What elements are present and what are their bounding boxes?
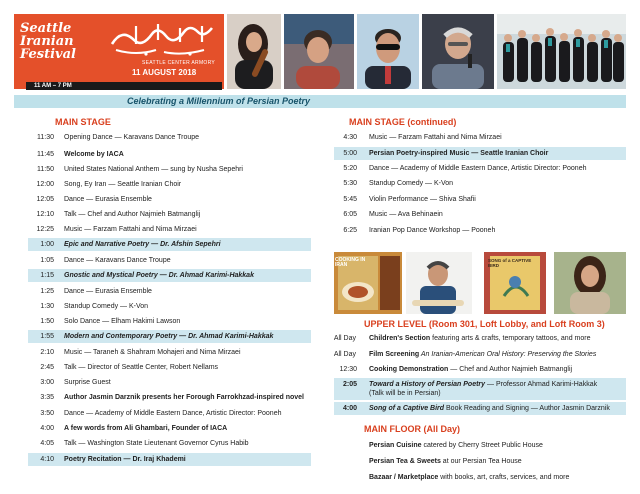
schedule-row: 2:10 Music — Taraneh & Shahram Mohajeri and Nima Mirzaei bbox=[40, 349, 241, 356]
schedule-row: 12:25 Music — Farzam Fattahi and Nima Mirzaei bbox=[36, 226, 197, 233]
schedule-row: 4:30 Music — Farzam Fattahi and Nima Mirzaei bbox=[343, 134, 502, 141]
schedule-row: 5:45 Violin Performance — Shiva Shafii bbox=[343, 196, 476, 203]
schedule-row: 12:30 Cooking Demonstration — Chef and Author Najmieh Batmanglij bbox=[339, 366, 573, 373]
chef-photo bbox=[406, 252, 472, 314]
festival-header bbox=[14, 14, 626, 89]
schedule-row-highlight: 1:00 Epic and Narrative Poetry — Dr. Afshin Sepehri bbox=[28, 238, 311, 251]
schedule-row: 12:05 Dance — Eurasia Ensemble bbox=[36, 196, 152, 203]
schedule-row-highlight: 4:00 Song of a Captive Bird Book Reading and Signing — Author Jasmin Darznik bbox=[334, 402, 626, 415]
schedule-row: 5:20 Dance — Academy of Middle Eastern Dance, Artistic Director: Pooneh bbox=[343, 165, 587, 172]
speaker-photo-professor bbox=[422, 14, 494, 89]
festival-date: 11 AUGUST 2018 bbox=[132, 68, 197, 77]
schedule-row: 1:50 Solo Dance — Elham Hakimi Lawson bbox=[40, 318, 181, 325]
schedule-row: All Day Film Screening An Iranian-American Oral History: Preserving the Stories bbox=[333, 351, 597, 358]
schedule-row: 1:05 Dance — Karavans Dance Troupe bbox=[40, 257, 171, 264]
tagline-banner bbox=[14, 95, 626, 108]
schedule-row: 4:05 Talk — Washington State Lieutenant Governor Cyrus Habib bbox=[40, 440, 249, 447]
main-floor-heading: MAIN FLOOR (All Day) bbox=[364, 424, 461, 434]
schedule-row-highlight: 2:05 Toward a History of Persian Poetry — Professor Ahmad Karimi-Hakkak (Talk will be in Persian) bbox=[334, 378, 626, 400]
schedule-row: 3:50 Dance — Academy of Middle Eastern Dance, Artistic Director: Pooneh bbox=[40, 410, 282, 417]
schedule-row-highlight: 1:55 Modern and Contemporary Poetry — Dr. Ahmad Karimi-Hakkak bbox=[28, 330, 311, 343]
schedule-row: 3:00 Surprise Guest bbox=[40, 379, 111, 386]
persian-calligraphy-logo bbox=[106, 20, 220, 58]
list-item: Bazaar / Marketplace with books, art, crafts, services, and more bbox=[369, 474, 570, 481]
schedule-row: 6:25 Iranian Pop Dance Workshop — Pooneh bbox=[343, 227, 496, 234]
schedule-row-highlight: 4:10 Poetry Recitation — Dr. Iraj Khademi bbox=[28, 453, 311, 466]
main-stage-continued-heading: MAIN STAGE (continued) bbox=[349, 117, 457, 127]
schedule-row-highlight: 1:15 Gnostic and Mystical Poetry — Dr. Ahmad Karimi-Hakkak bbox=[28, 269, 311, 282]
festival-hours: 11 AM – 7 PM bbox=[26, 82, 222, 90]
schedule-row: 2:45 Talk — Director of Seattle Center, Robert Nellams bbox=[40, 364, 219, 371]
schedule-row: 6:05 Music — Ava Behinaein bbox=[343, 211, 443, 218]
upper-level-heading: UPPER LEVEL (Room 301, Loft Lobby, and Loft Room 3) bbox=[364, 319, 605, 329]
schedule-row: All Day Children's Section featuring arts & crafts, temporary tattoos, and more bbox=[333, 335, 591, 342]
venue-label: SEATTLE CENTER ARMORY bbox=[142, 60, 216, 66]
schedule-row: 1:30 Standup Comedy — K-Von bbox=[40, 303, 149, 310]
list-item: Persian Cuisine catered by Cherry Street Public House bbox=[369, 442, 543, 449]
schedule-row: 3:35 Author Jasmin Darznik presents her Forough Farrokhzad-inspired novel bbox=[40, 394, 304, 401]
main-stage-heading: MAIN STAGE bbox=[55, 117, 111, 127]
schedule-row-highlight: 5:00 Persian Poetry-inspired Music — Seattle Iranian Choir bbox=[334, 147, 626, 160]
tagline-text: Celebrating a Millennium of Persian Poetry bbox=[127, 96, 311, 106]
featured-photos-strip bbox=[334, 252, 626, 314]
performer-photo-musician bbox=[284, 14, 354, 89]
author-photo bbox=[554, 252, 626, 314]
schedule-row: 11:45 Welcome by IACA bbox=[37, 151, 124, 158]
schedule-row: 1:25 Dance — Eurasia Ensemble bbox=[40, 288, 152, 295]
festival-name: Seattle Iranian Festival bbox=[20, 21, 76, 62]
schedule-row: 4:00 A few words from Ali Ghambari, Founder of IACA bbox=[40, 425, 228, 432]
performer-photo-comedian bbox=[357, 14, 419, 89]
performer-photo-violinist bbox=[227, 14, 281, 89]
choir-group-photo bbox=[497, 14, 626, 89]
schedule-row: 11:50 United States National Anthem — sung by Nusha Sepehri bbox=[37, 166, 243, 173]
cookbook-title: COOKING IN IRAN bbox=[335, 257, 366, 268]
festival-brand-panel bbox=[14, 14, 224, 89]
schedule-row: 12:00 Song, Ey Iran — Seattle Iranian Choir bbox=[36, 181, 182, 188]
novel-title: SONG of a CAPTIVE BIRD bbox=[488, 258, 532, 268]
schedule-row: 12:10 Talk — Chef and Author Najmieh Batmanglij bbox=[36, 211, 201, 218]
schedule-row: 11:30 Opening Dance — Karavans Dance Troupe bbox=[37, 134, 200, 141]
schedule-row: 5:30 Standup Comedy — K-Von bbox=[343, 180, 454, 187]
list-item: Persian Tea & Sweets at our Persian Tea House bbox=[369, 458, 522, 465]
